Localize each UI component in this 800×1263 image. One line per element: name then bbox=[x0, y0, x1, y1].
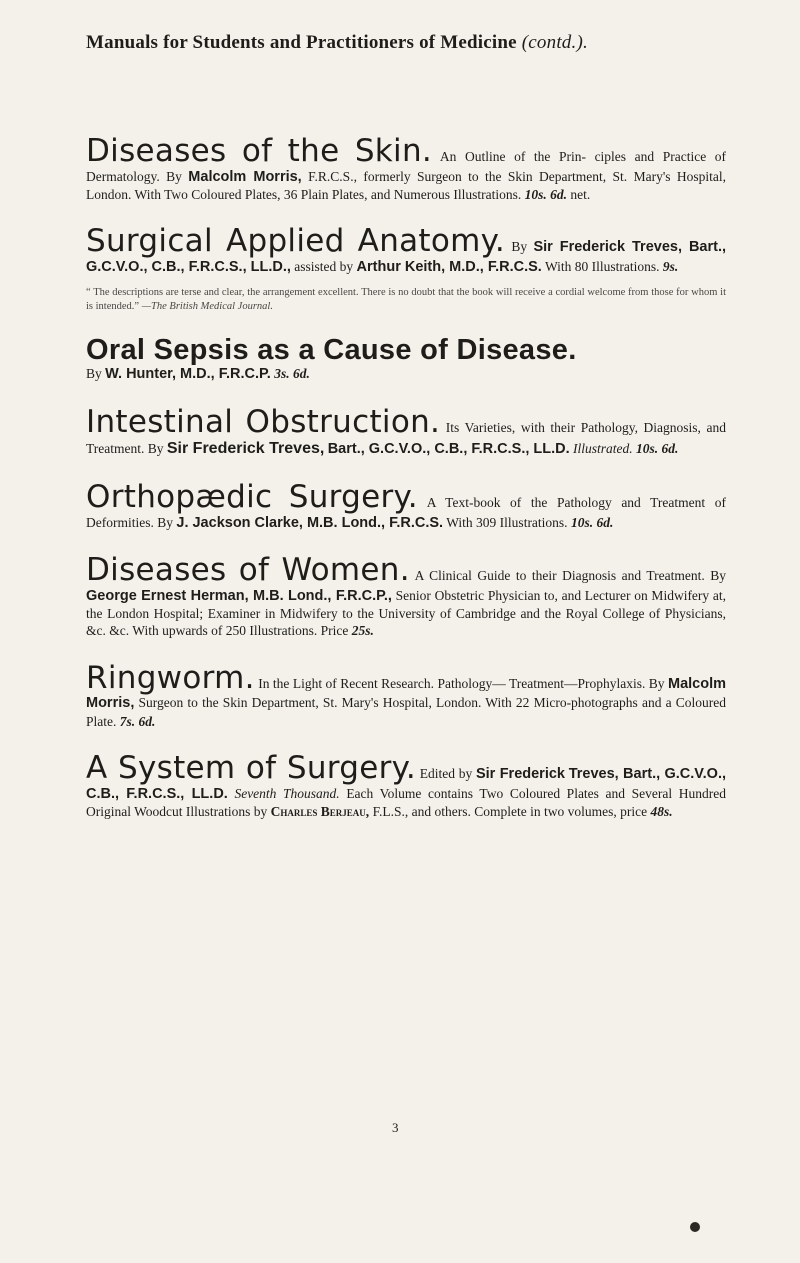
entry-price: 10s. 6d. bbox=[524, 187, 567, 203]
entry-italic: Seventh Thousand. bbox=[234, 785, 340, 801]
entry-body-2: With 80 Illustrations. bbox=[544, 258, 660, 274]
entry-title: Orthopædic Surgery. bbox=[86, 479, 418, 515]
entry-lead: Edited by bbox=[419, 766, 473, 782]
entry-price: 7s. 6d. bbox=[119, 713, 156, 729]
entries-list bbox=[86, 135, 726, 842]
entry-lead: A Clinical Guide to their bbox=[414, 568, 557, 584]
entry-author-2: Arthur Keith, M.D., F.R.C.S. bbox=[356, 258, 542, 275]
entry-oral-sepsis bbox=[86, 335, 726, 384]
entry-body: Each Volume contains Two Coloured Plates and Several Hundred Original Woodcut Illustrations by bbox=[86, 785, 726, 820]
entry-body: ciples and Practice of Dermatology. By bbox=[86, 149, 727, 184]
entry-body: By bbox=[86, 366, 102, 382]
entry-title: Surgical Applied Anatomy. bbox=[86, 223, 506, 260]
entry-title: Diseases of the Skin. bbox=[86, 133, 433, 169]
ink-spot bbox=[690, 1222, 700, 1232]
entry-lead: An Outline of the Prin- bbox=[439, 149, 586, 164]
entry-surgical-applied-anatomy bbox=[86, 225, 726, 312]
entry-price: 3s. 6d. bbox=[274, 366, 310, 382]
entry-title: Oral Sepsis as a Cause of Disease. bbox=[86, 333, 577, 366]
entry-author: J. Jackson Clarke, M.B. Lond., F.R.C.S. bbox=[176, 514, 444, 531]
entry-diseases-of-the-skin bbox=[86, 135, 726, 203]
entry-ringworm bbox=[86, 659, 726, 730]
entry-title: Intestinal Obstruction. bbox=[86, 403, 441, 440]
entry-body-2: With 309 Illustrations. bbox=[446, 514, 568, 530]
entry-body-2: F.R.C.S., formerly Surgeon to the Skin Department, St. Mary's Hospital, London. With Two Coloured Plates, 36 Plain Plates, and Numerous Illustrations. bbox=[86, 168, 727, 203]
review-source: —The British Medical Journal. bbox=[141, 300, 273, 312]
entry-body-2: F.L.S., and others. Complete in two volumes, price bbox=[372, 804, 648, 820]
entry-system-of-surgery bbox=[86, 752, 726, 820]
entry-review bbox=[86, 286, 726, 312]
entry-author: Sir Frederick Treves, bbox=[166, 439, 325, 457]
running-head-text: Manuals for Students and Practitioners of Medicine bbox=[86, 32, 517, 53]
entry-body: assisted by bbox=[294, 258, 354, 274]
entry-orthopaedic-surgery bbox=[86, 481, 726, 532]
entry-price: 10s. 6d. bbox=[636, 440, 679, 456]
entry-body: Diagnosis and Treatment. By bbox=[562, 568, 727, 584]
entry-price: 10s. 6d. bbox=[570, 514, 614, 530]
entry-italic: Illustrated. bbox=[573, 440, 633, 456]
entry-lead: By bbox=[511, 239, 528, 255]
entry-author: George Ernest Herman, M.B. Lond., F.R.C.P., bbox=[86, 587, 392, 604]
entry-price: 25s. bbox=[351, 623, 374, 639]
entry-body: and Treatment of Deformities. By bbox=[86, 495, 726, 530]
entry-author-2: Bart., G.C.V.O., C.B., F.R.C.S., LL.D. bbox=[327, 440, 570, 457]
running-head-contd: (contd.). bbox=[521, 32, 588, 53]
review-quote: “ The descriptions are terse and clear, the arrangement excellent. There is no doubt that the book will receive a cordial welcome from those for whom it is intended.” bbox=[86, 287, 726, 312]
entry-body: Pathology, Diagnosis, and Treatment. By bbox=[86, 419, 726, 456]
entry-lead: In the Light of Recent Research. Pathology— bbox=[258, 675, 506, 691]
entry-price: 9s. bbox=[662, 258, 679, 274]
page-number: 3 bbox=[392, 1120, 399, 1135]
entry-author: W. Hunter, M.D., F.R.C.P. bbox=[105, 366, 271, 383]
entry-body-2: Senior Obstetric Physician to, and Lecturer on Midwifery at, the London Hospital; Examiner in Midwifery to the University of Cambridge and the Royal College of Physicians, &c. &c. With upwards of 250 Illustrations. Price bbox=[86, 587, 726, 639]
entry-intestinal-obstruction bbox=[86, 403, 726, 459]
entry-body-2: Surgeon to the Skin Department, St. Mary's Hospital, London. With 22 Micro-photographs and a Coloured Plate. bbox=[86, 695, 726, 729]
entry-lead: Its Varieties, with their bbox=[445, 419, 576, 435]
running-head bbox=[86, 32, 588, 54]
entry-author-2: Treves, Bart., G.C.V.O., C.B., F.R.C.S., LL.D. bbox=[86, 766, 726, 802]
entry-author: Sir Frederick bbox=[475, 766, 565, 783]
entry-body: Treatment—Prophylaxis. By bbox=[508, 675, 665, 691]
entry-title: Ringworm. bbox=[86, 659, 255, 696]
entry-diseases-of-women bbox=[86, 554, 726, 640]
entry-lead: A Text-book of the Pathology bbox=[426, 495, 612, 510]
entry-author: Sir Frederick Treves, Bart., G.C.V.O., C.B., F.R.C.S., LL.D., bbox=[86, 239, 727, 275]
entry-price: 48s. bbox=[650, 804, 673, 820]
entry-author: Malcolm Morris, bbox=[188, 168, 302, 185]
entry-title: A System of Surgery. bbox=[86, 750, 417, 787]
entry-suffix: net. bbox=[570, 187, 591, 203]
entry-title: Diseases of Women. bbox=[86, 552, 410, 589]
entry-author: Malcolm Morris, bbox=[86, 675, 726, 712]
entry-illustrator: Charles Berjeau, bbox=[270, 804, 370, 820]
